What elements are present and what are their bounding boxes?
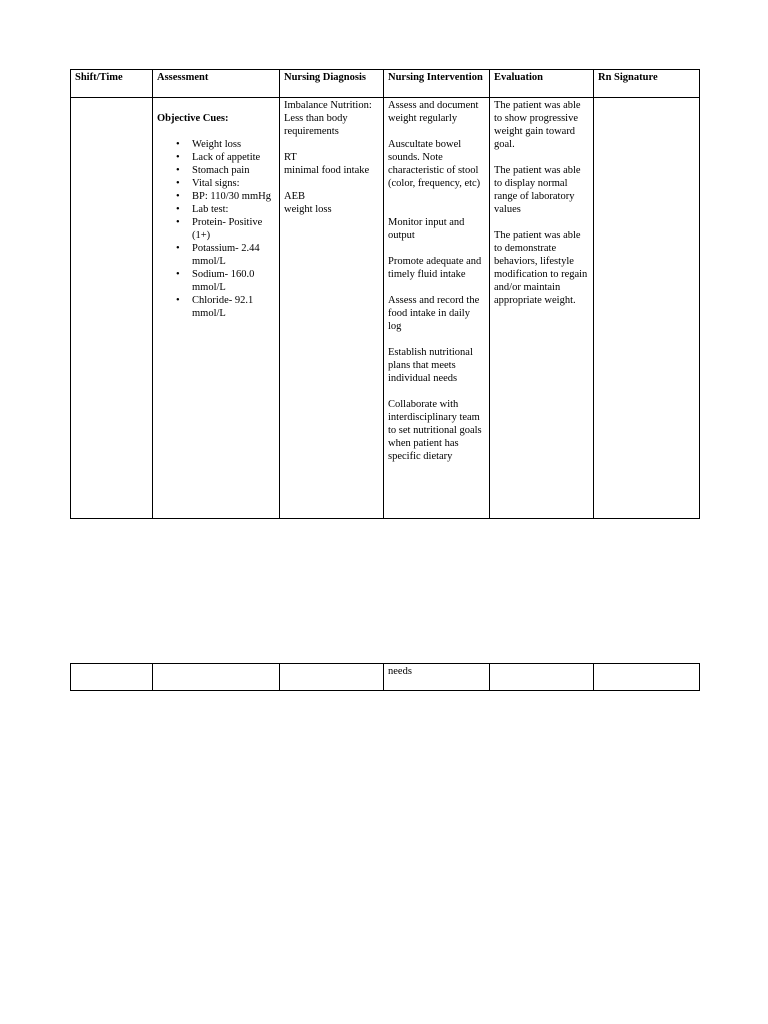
cell-rn-signature: [594, 98, 700, 519]
cue-item: • Sodium- 160.0 mmol/L: [192, 268, 275, 294]
intervention-item: Monitor input and output: [388, 217, 465, 241]
care-plan-table-continued: [70, 663, 700, 691]
cue-item: • BP: 110/30 mmHg: [192, 190, 275, 203]
header-rn-signature: Rn Signature: [594, 70, 700, 98]
header-shift-time: Shift/Time: [71, 70, 153, 98]
cue-item: • Weight loss: [192, 138, 275, 151]
evaluation-item: The patient was able to show progressive weight gain toward goal.: [494, 100, 581, 150]
cell-evaluation: [490, 98, 594, 519]
header-row: [71, 70, 700, 98]
intervention-item: Assess and document weight regularly: [388, 100, 479, 124]
header-evaluation: Evaluation: [490, 70, 594, 98]
aeb-text: weight loss: [284, 204, 332, 215]
intervention-item: Assess and record the food intake in daily log: [388, 295, 480, 332]
cell-assessment: [153, 664, 280, 691]
intervention-item: Auscultate bowel sounds. Note characteristic of stool (color, frequency, etc): [388, 139, 481, 189]
evaluation-item: The patient was able to demonstrate behaviors, lifestyle modification to regain and/or maintain appropriate weight.: [494, 230, 588, 306]
care-plan-table: [70, 69, 700, 519]
objective-cues-title: Objective Cues:: [157, 113, 229, 124]
intervention-item: Promote adequate and timely fluid intake: [388, 256, 482, 280]
continued-row: [71, 664, 700, 691]
care-plan-row: [71, 98, 700, 519]
cell-nursing-diagnosis: [280, 98, 384, 519]
diagnosis-problem: Imbalance Nutrition: Less than body requirements: [284, 100, 372, 137]
cue-item: • Lack of appetite: [192, 151, 275, 164]
header-assessment: Assessment: [153, 70, 280, 98]
header-nursing-diagnosis: Nursing Diagnosis: [280, 70, 384, 98]
cell-evaluation: [490, 664, 594, 691]
rt-label: RT: [284, 152, 297, 163]
cell-shift-time: [71, 98, 153, 519]
evaluation-item: The patient was able to display normal range of laboratory values: [494, 165, 581, 215]
rt-text: minimal food intake: [284, 165, 370, 176]
cell-assessment: [153, 98, 280, 519]
cue-item: • Protein- Positive (1+): [192, 216, 275, 242]
cue-item: • Stomach pain: [192, 164, 275, 177]
intervention-item: Establish nutritional plans that meets individual needs: [388, 347, 473, 384]
cue-item: • Chloride- 92.1 mmol/L: [192, 294, 275, 320]
cell-shift-time: [71, 664, 153, 691]
cue-item: • Lab test:: [192, 203, 275, 216]
cell-nursing-diagnosis: [280, 664, 384, 691]
cell-nursing-intervention: [384, 98, 490, 519]
header-nursing-intervention: Nursing Intervention: [384, 70, 490, 98]
cue-item: • Vital signs:: [192, 177, 275, 190]
aeb-label: AEB: [284, 191, 305, 202]
objective-cues-list: [157, 138, 275, 320]
cell-rn-signature: [594, 664, 700, 691]
cue-item: • Potassium- 2.44 mmol/L: [192, 242, 275, 268]
cell-nursing-intervention: needs: [384, 664, 490, 691]
intervention-item: Collaborate with interdisciplinary team to set nutritional goals when patient has specific dietary: [388, 399, 482, 462]
